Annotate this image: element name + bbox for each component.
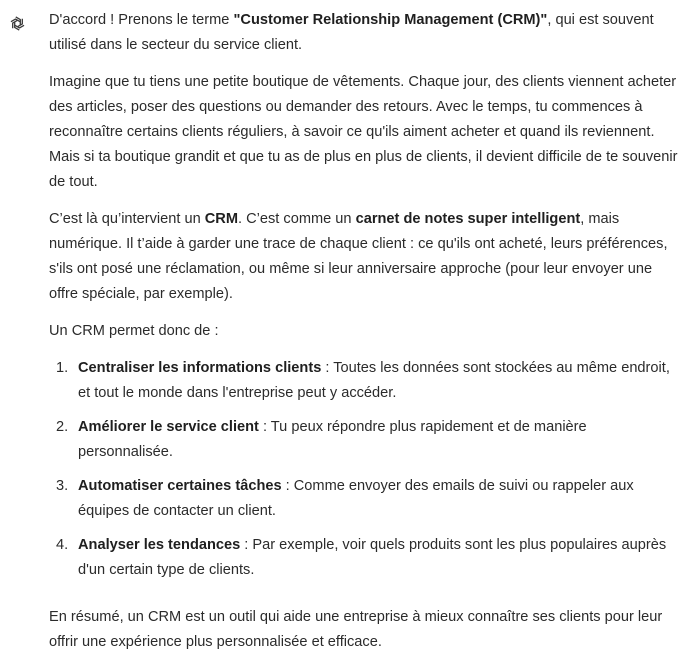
crm-bold: CRM: [204, 211, 238, 227]
list-number: 4.: [56, 537, 69, 553]
list-intro: Un CRM permet donc de :: [49, 323, 219, 339]
list-item-title: Automatiser certaines tâches: [78, 478, 282, 494]
list-number: 3.: [56, 478, 69, 494]
list-item: [49, 415, 681, 465]
list-item-title: Analyser les tendances: [78, 537, 241, 553]
list-item-title: Améliorer le service client: [78, 419, 259, 435]
intro-paragraph: [49, 8, 681, 58]
list-item-text: : Tu peux répondre plus rapidement et de manière personnalisée.: [78, 419, 587, 460]
list-item: [49, 356, 681, 406]
crm-paragraph: [49, 207, 681, 307]
intro-text: D'accord ! Prenons le terme: [49, 12, 234, 28]
openai-logo-icon: [6, 12, 28, 34]
boutique-paragraph: Imagine que tu tiens une petite boutique de vêtements. Chaque jour, des clients viennent acheter des articles, poser des questions ou demander des retours. Avec le temps, tu commences à reconnaître certains clients réguliers, à savoir ce qu'ils aiment acheter et quand ils reviennent. Mais si ta boutique grandit et que tu as de plus en plus de clients, il devient difficile de te souvenir de tout.: [49, 74, 678, 190]
crm-paragraph-text: , mais numérique. Il t’aide à garder une trace de chaque client : ce qu'ils ont acheté, leurs préférences, s'ils ont posé une réclamation, ou même si leur anniversaire approche (pour leur envoyer une offre spéciale, par exemple).: [49, 211, 668, 302]
list-item: [49, 533, 681, 583]
list-item: [49, 474, 681, 524]
list-item-title: Centraliser les informations clients: [78, 360, 322, 376]
crm-term: "Customer Relationship Management (CRM)": [233, 12, 548, 28]
list-number: 2.: [56, 419, 69, 435]
list-item-text: : Comme envoyer des emails de suivi ou rappeler aux équipes de contacter un client.: [78, 478, 634, 519]
list-item-text: : Par exemple, voir quels produits sont les plus populaires auprès d'un certain type de clients.: [78, 537, 667, 578]
message-content: [49, 8, 681, 667]
carnet-bold: carnet de notes super intelligent: [355, 211, 581, 227]
crm-paragraph-text: . C’est comme un: [238, 211, 356, 227]
crm-paragraph-text: C’est là qu’intervient un: [49, 211, 205, 227]
list-item-text: : Toutes les données sont stockées au même endroit, et tout le monde dans l'entreprise peut y accéder.: [78, 360, 670, 401]
list-number: 1.: [56, 360, 69, 376]
benefits-list: [49, 356, 681, 583]
summary-paragraph: En résumé, un CRM est un outil qui aide une entreprise à mieux connaître ses clients pour leur offrir une expérience plus personnalisée et efficace.: [49, 609, 663, 650]
intro-text-end: , qui est souvent utilisé dans le secteur du service client.: [49, 12, 654, 53]
